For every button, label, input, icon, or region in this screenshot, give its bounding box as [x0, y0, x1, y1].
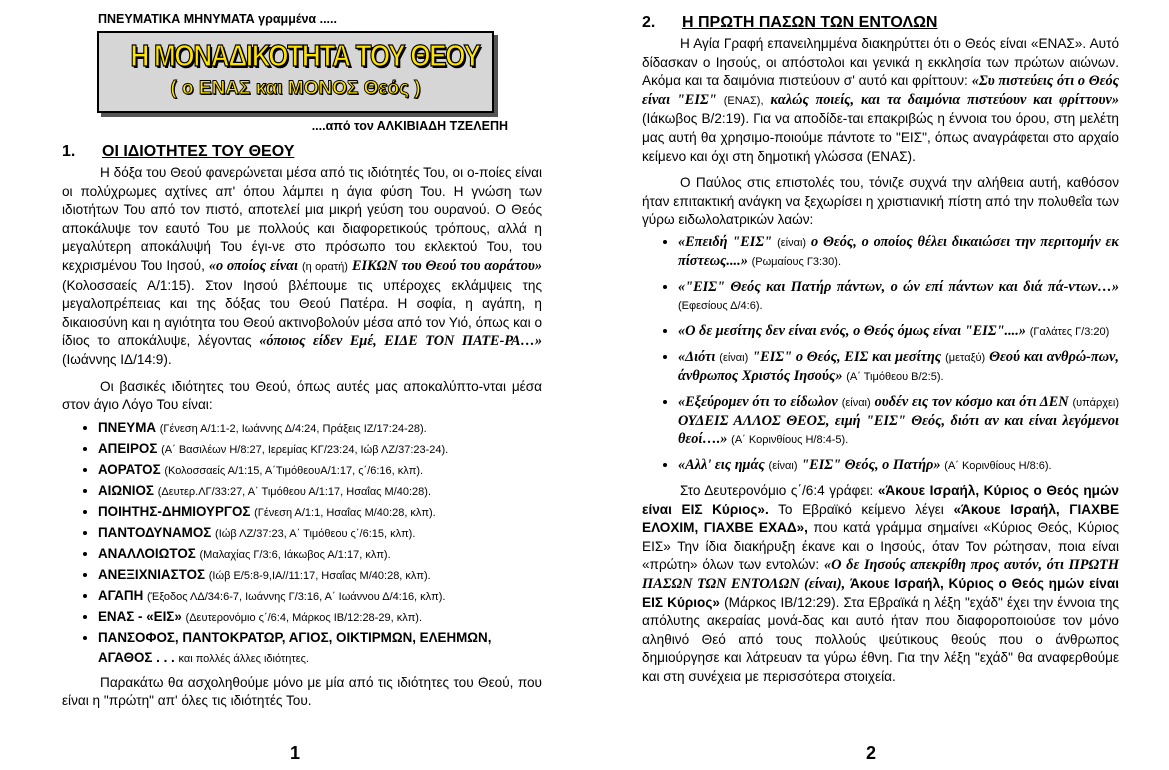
list-item: • ΑΓΑΠΗ (Έξοδος ΛΔ/34:6-7, Ιωάννης Γ/3:16, Α΄ Ιωάννου Δ/4:16, κλπ).: [98, 586, 542, 607]
left-page: [0, 0, 584, 770]
list-item: • «Διότι (είναι) "ΕΙΣ" ο Θεός, ΕΙΣ και μεσίτης (μεταξύ) Θεού και ανθρώ-πων, άνθρωπος Χριστός Ιησούς» (Α΄ Τιμόθεου Β/2:5).: [678, 348, 1119, 386]
right-page: [584, 0, 1169, 770]
list-item: • «"ΕΙΣ" Θεός και Πατήρ πάντων, ο ών επί πάντων και διά πά-ντων…» (Εφεσίους Δ/4:6).: [678, 278, 1119, 315]
list-item: • ΑΙΩΝΙΟΣ (Δευτερ.ΛΓ/33:27, Α΄ Τιμόθεου Α/1:17, Ησαΐας Μ/40:28).: [98, 481, 542, 502]
page-number: 1: [290, 743, 301, 763]
section-heading-1: 1. ΟΙ ΙΔΙΟΤΗΤΕΣ ΤΟΥ ΘΕΟΥ: [62, 143, 295, 160]
list-item: • ΑΟΡΑΤΟΣ (Κολοσσαείς Α/1:15, Α΄ΤιμόθεουΑ/1:17, ς΄/6:16, κλπ).: [98, 460, 542, 481]
page-number: 2: [866, 743, 877, 763]
list-item: • ΠΝΕΥΜΑ (Γένεση Α/1:1-2, Ιωάννης Δ/4:24, Πράξεις ΙΖ/17:24-28).: [98, 418, 542, 439]
attributes-list: [62, 418, 542, 669]
paragraph-1: Η δόξα του Θεού φανερώνεται μέσα από τις ιδιότητές Του, οι ο-ποίες είναι οι πολύχρωμες αχτίνες απ' όπου λάμπει η άγια φύση Του. Η γνώση των ιδιοτήτων Του από τον πιστό, αποτελεί μια μικρή γεύση του ουρανού. Ο Θεός αποκάλυψε τον εαυτό Του με πολλούς και διαφορετικούς τρόπους, αλλά η μεγαλύτερη αποκάλυψή Του έγι-νε στο πρόσωπο του εκλεκτού Του, του κεχρισμένου Του Ιησού, «ο οποίος είναι (η ορατή) ΕΙΚΩΝ του Θεού του αοράτου» (Κολοσσαείς Α/1:15). Στον Ιησού βλέπουμε τις υπέροχες εκλάμψεις της μεγαλοπρέπειας και της δόξας του Θεού Πατέρα. Η σοφία, η αγάπη, η δικαιοσύνη και η αγιότητα του Θεού ακτινοβολούν μέσα από τον Υιό, όπως και ο ίδιος το αποκάλυψε, λέγοντας «όποιος είδεν Εμέ, ΕΙΔΕ ΤΟΝ ΠΑΤΕ-ΡΑ…» (Ιωάννης ΙΔ/14:9).: [62, 165, 543, 367]
list-item: • ΑΠΕΙΡΟΣ (Α΄ Βασιλέων Η/8:27, Ιερεμίας ΚΓ/23:24, Ιώβ ΛΖ/37:23-24).: [98, 439, 542, 460]
section-heading-2: 2. Η ΠΡΩΤΗ ΠΑΣΩΝ ΤΩΝ ΕΝΤΟΛΩΝ: [642, 14, 938, 31]
list-item: • ΕΝΑΣ - «ΕΙΣ» (Δευτερονόμιο ς΄/6:4, Μάρκος ΙΒ/12:28-29, κλπ).: [98, 607, 542, 628]
list-item: • «Επειδή "ΕΙΣ" (είναι) ο Θεός, ο οποίος θέλει δικαιώσει την περιτομήν εκ πίστεως....» (Ρωμαίους Γ3:30).: [678, 233, 1119, 271]
list-item: • ΠΟΙΗΤΗΣ-ΔΗΜΙΟΥΡΓΟΣ (Γένεση Α/1:1, Ησαΐας Μ/40:28, κλπ).: [98, 502, 542, 523]
title-box: [97, 31, 494, 113]
list-item: • ΑΝΕΞΙΧΝΙΑΣΤΟΣ (Ιώβ Ε/5:8-9,ΙΑ//11:17, Ησαΐας Μ/40:28, κλπ).: [98, 565, 542, 586]
series-label: ΠΝΕΥΜΑΤΙΚΑ ΜΗΝΥΜΑΤΑ γραμμένα .....: [98, 12, 337, 26]
quotes-list: [642, 233, 1119, 475]
subtitle: ( ο ΕΝΑΣ και ΜΟΝΟΣ Θεός ): [170, 78, 421, 99]
paragraph-2: Οι βασικές ιδιότητες του Θεού, όπως αυτές μας αποκαλύπτο-νται μέσα στον άγιο Λόγο Του είναι:: [62, 378, 542, 413]
list-item: • ΑΝΑΛΛΟΙΩΤΟΣ (Μαλαχίας Γ/3:6, Ιάκωβος Α/1:17, κλπ).: [98, 544, 542, 565]
paragraph-2: Ο Παύλος στις επιστολές του, τόνιζε συχνά την αλήθεια αυτή, καθόσον ήταν επιτακτική ανάγκη να ξεχωρίσει η χριστιανική πίστη από την πολυθεΐα των γύρω ειδωλολατρικών λαών:: [642, 175, 1119, 228]
list-item: • «Αλλ' εις ημάς (είναι) "ΕΙΣ" Θεός, ο Πατήρ» (Α΄ Κορινθίους Η/8:6).: [678, 456, 1119, 475]
paragraph-3: Στο Δευτερονόμιο ς΄/6:4 γράφει: «Άκουε Ισραήλ, Κύριος ο Θεός ημών είναι ΕΙΣ Κύριος». Το Εβραϊκό κείμενο λέγει «Άκουε Ισραήλ, ΓΙΑΧΒΕ ΕΛΟΧΙΜ, ΓΙΑΧΒΕ ΕΧΑΔ», που κατά γράμμα σημαίνει «Κύριος Θεός, Κύριος ΕΙΣ» Την ίδια διακήρυξη έκανε και ο Ιησούς, όταν Τον ρώτησαν, ποια είναι «πρώτη» όλων των εντολών: «Ο δε Ιησούς απεκρίθη προς αυτόν, ότι ΠΡΩΤΗ ΠΑΣΩΝ ΤΩΝ ΕΝΤΟΛΩΝ (είναι), Άκουε Ισραήλ, Κύριος ο Θεός ημών είναι ΕΙΣ Κύριος» (Μάρκος ΙΒ/12:29). Στα Εβραϊκά η λέξη "εχάδ" έχει την έννοια της απόλυτης ακεραίας μονά-δας και αυτό ήταν που διαφοροποιούσε τον μόνο αληθινό Θεό από τους πολλούς ψεύτικους θεούς που ο άνθρωπος δημιούργησε και λάτρευαν τα γύρω έθνη. Για την λέξη "εχάδ" θα αναφερθούμε και στη συνέχεια με περισσότερα στοιχεία.: [642, 482, 1120, 684]
main-title: Η ΜΟΝΑΔΙΚΟΤΗΤΑ ΤΟΥ ΘΕΟΥ: [130, 38, 480, 73]
list-item: • «Εξεύρομεν ότι το είδωλον (είναι) ουδέν εις τον κόσμο και ότι ΔΕΝ (υπάρχει) ΟΥΔΕΙΣ ΑΛΛΟΣ ΘΕΟΣ, ειμή "ΕΙΣ" Θεός, διότι αν και είναι λεγόμενοι θεοί….» (Α΄ Κορινθίους Η/8:4-5).: [678, 393, 1119, 449]
author-line: ....από τον ΑΛΚΙΒΙΑΔΗ ΤΖΕΛΕΠΗ: [311, 119, 508, 133]
list-item: • ΠΑΝΣΟΦΟΣ, ΠΑΝΤΟΚΡΑΤΩΡ, ΑΓΙΟΣ, ΟΙΚΤΙΡΜΩΝ, ΕΛΕΗΜΩΝ, ΑΓΑΘΟΣ . . . και πολλές άλλες ιδιότητες.: [98, 628, 542, 669]
list-item: • ΠΑΝΤΟΔΥΝΑΜΟΣ (Ιώβ ΛΖ/37:23, Α΄ Τιμόθεου ς΄/6:15, κλπ).: [98, 523, 542, 544]
paragraph-3: Παρακάτω θα ασχοληθούμε μόνο με μία από τις ιδιότητες του Θεού, που είναι η "πρώτη" απ' όλες τις ιδιότητές Του.: [62, 674, 542, 709]
paragraph-1: Η Αγία Γραφή επανειλημμένα διακηρύττει ότι ο Θεός είναι «ΕΝΑΣ». Αυτό δίδασκαν ο Ιησούς, οι απόστολοι και γενικά η εκκλησία των πρώτων αιώνων. Ακόμα και τα δαιμόνια πιστεύουν σ' αυτό και φρίττουν: «Συ πιστεύεις ότι ο Θεός είναι "ΕΙΣ" (ΕΝΑΣ), καλώς ποιείς, και τα δαιμόνια πιστεύουν και φρίττουν» (Ιάκωβος Β/2:19). Για να αποδίδε-ται επακριβώς η έννοια του όρου, στη μελέτη μας αυτή θα χρησιμο-ποιούμε πάντοτε το "ΕΙΣ", όπως αναγράφεται στο αρχαίο κείμενο και όχι στη δημοτική γλώσσα (ΕΝΑΣ).: [642, 36, 1119, 164]
list-item: • «Ο δε μεσίτης δεν είναι ενός, ο Θεός όμως είναι "ΕΙΣ"....» (Γαλάτες Γ/3:20): [678, 322, 1119, 341]
